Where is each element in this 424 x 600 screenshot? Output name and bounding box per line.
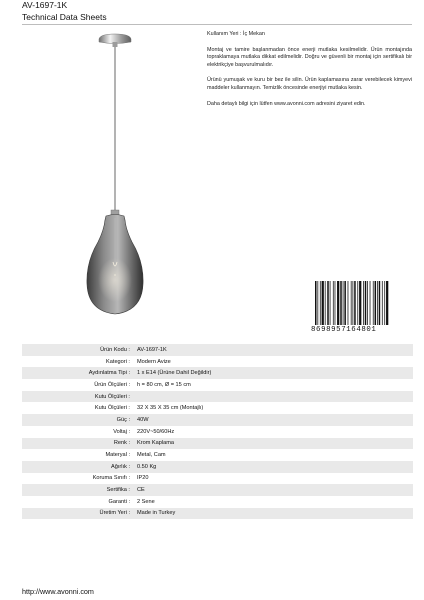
spec-row [22, 496, 413, 508]
spec-row [22, 402, 413, 414]
barcode-number: 8698957164801 [311, 326, 377, 334]
spec-row [22, 426, 413, 438]
spec-label: Kutu Ölçüleri : [94, 393, 130, 400]
pendant-lamp-image [70, 30, 160, 320]
spec-value: AV-1697-1K [137, 346, 167, 353]
spec-row [22, 508, 413, 520]
header-divider [22, 24, 412, 25]
spec-row [22, 461, 413, 473]
spec-value: 32 X 35 X 35 cm (Montajlı) [137, 405, 204, 412]
spec-row [22, 449, 413, 461]
document-title: Technical Data Sheets [22, 12, 107, 22]
website-paragraph: Daha detaylı bilgi için lütfen www.avonni.com adresini ziyaret edin. [207, 100, 366, 107]
spec-row [22, 438, 413, 450]
spec-table [22, 344, 413, 519]
spec-value: 0.50 Kg [137, 463, 157, 470]
spec-label: Güç : [116, 416, 130, 423]
spec-label: Sertifika : [106, 487, 130, 494]
spec-label: Ürün Ölçüleri : [94, 381, 130, 388]
safety-paragraph: Montaj ve tamire başlanmadan önce enerji mutlaka kesilmelidir. Ürün montajında topraklamaya mutlaka dikkat edilmelidir. Doğru ve güvenli bir montaj için sertifikalı bir elektrikçiye başvurulmalıdır. [207, 46, 412, 68]
spec-value: Modern Avize [137, 358, 171, 365]
spec-row [22, 473, 413, 485]
spec-value: 40W [137, 416, 149, 423]
spec-row [22, 391, 413, 403]
spec-row [22, 367, 413, 379]
spec-row [22, 379, 413, 391]
footer-website-link[interactable]: http://www.avonni.com [22, 587, 94, 596]
spec-value: IP20 [137, 475, 149, 482]
cleaning-paragraph: Ürünü yumuşak ve kuru bir bez ile silin. Ürün kaplamasına zarar verebilecek kimyevi maddeler kullanmayın. Temizlik öncesinde enerjiyi mutlaka kesin. [207, 77, 412, 91]
spec-row [22, 344, 413, 356]
spec-value: Metal, Cam [137, 452, 166, 459]
spec-label: Üretim Yeri : [99, 510, 130, 517]
product-code-header: AV-1697-1K [22, 0, 68, 10]
spec-value: Made in Turkey [137, 510, 176, 517]
spec-label: Renk : [113, 440, 130, 447]
spec-value: 220V~50/60Hz [137, 428, 175, 435]
spec-label: Garanti : [108, 498, 130, 505]
spec-value: CE [137, 487, 145, 494]
spec-value: 2 Sene [137, 498, 155, 505]
spec-row [22, 484, 413, 496]
product-description [207, 31, 412, 116]
spec-label: Materyal : [105, 452, 130, 459]
spec-value: h = 80 cm, Ø = 15 cm [137, 381, 191, 388]
spec-label: Koruma Sınıfı : [92, 475, 130, 482]
spec-label: Voltaj : [113, 428, 130, 435]
spec-label: Aydınlatma Tipi : [88, 370, 130, 377]
spec-label: Kategori : [106, 358, 130, 365]
spec-label: Kutu Ölçüleri : [94, 405, 130, 412]
spec-value: 1 x E14 (Ürüne Dahil Değildir) [137, 370, 212, 377]
spec-row [22, 356, 413, 368]
spec-label: Ağırlık : [111, 463, 130, 470]
spec-row [22, 414, 413, 426]
spec-label: Ürün Kodu : [100, 346, 130, 353]
usage-location: Kullanım Yeri : İç Mekan [207, 31, 265, 37]
spec-value: Krom Kaplama [137, 440, 174, 447]
